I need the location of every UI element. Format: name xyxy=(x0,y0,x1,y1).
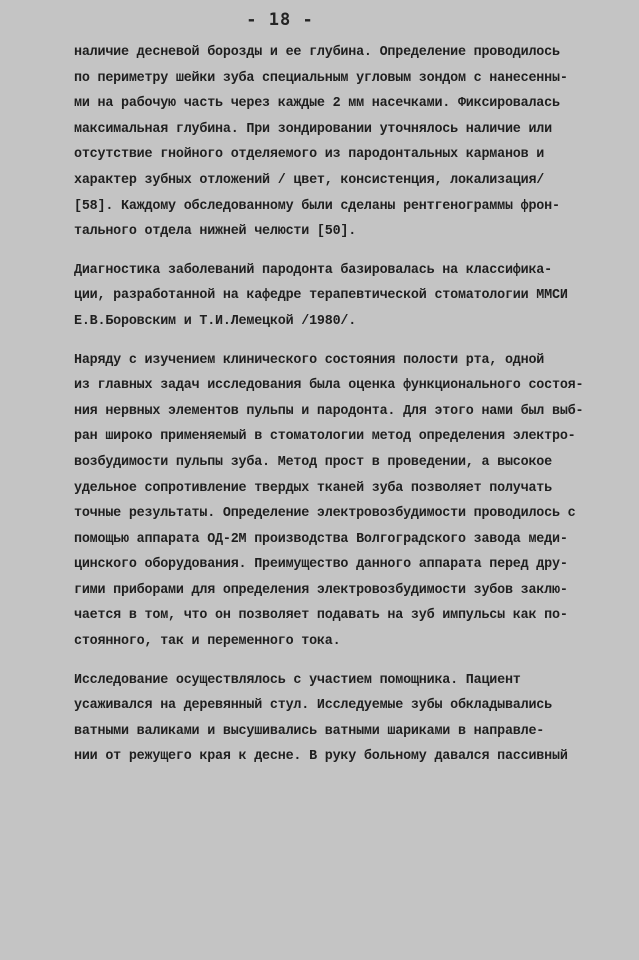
text-line: Наряду с изучением клинического состояния полости рта, одной xyxy=(74,352,545,368)
text-line: максимальная глубина. При зондировании уточнялось наличие или xyxy=(74,121,552,137)
text-line: помощью аппарата ОД-2М производства Волгоградского завода меди- xyxy=(74,531,568,547)
text-line: тального отдела нижней челюсти [50]. xyxy=(74,224,357,240)
text-line: ции, разработанной на кафедре терапевтической стоматологии ММСИ xyxy=(74,288,568,304)
text-line: [58]. Каждому обследованному были сделаны рентгенограммы фрон- xyxy=(74,198,560,214)
text-line: отсутствие гнойного отделяемого из пародонтальных карманов и xyxy=(74,147,545,163)
text-line: нии от режущего края к десне. В руку больному давался пассивный xyxy=(74,749,568,765)
paragraph-2 xyxy=(74,258,594,335)
text-line: удельное сопротивление твердых тканей зуба позволяет получать xyxy=(74,480,552,496)
text-line: усаживался на деревянный стул. Исследуемые зубы обкладывались xyxy=(74,698,552,714)
text-line: точные результаты. Определение электровозбудимости проводилось с xyxy=(74,506,576,522)
paragraph-3 xyxy=(74,348,594,655)
text-line: Диагностика заболеваний пародонта базировалась на классифика- xyxy=(74,262,552,278)
text-line: Исследование осуществлялось с участием помощника. Пациент xyxy=(74,672,521,688)
text-line: гими приборами для определения электровозбудимости зубов заклю- xyxy=(74,582,568,598)
text-line: стоянного, так и переменного тока. xyxy=(74,634,341,650)
text-line: ми на рабочую часть через каждые 2 мм насечками. Фиксировалась xyxy=(74,96,560,112)
paragraph-4 xyxy=(74,668,594,770)
text-line: ния нервных элементов пульпы и пародонта. Для этого нами был выб- xyxy=(74,403,584,419)
paragraph-1 xyxy=(74,40,594,245)
text-line: ран широко применяемый в стоматологии метод определения электро- xyxy=(74,429,576,445)
text-line: наличие десневой борозды и ее глубина. Определение проводилось xyxy=(74,45,560,60)
text-line: Е.В.Боровским и Т.И.Лемецкой /1980/. xyxy=(74,313,357,329)
text-line: ватными валиками и высушивались ватными шариками в направле- xyxy=(74,723,545,739)
text-line: из главных задач исследования была оценка функционального состоя- xyxy=(74,378,584,394)
text-line: по периметру шейки зуба специальным угловым зондом с нанесенны- xyxy=(74,70,568,86)
body-text xyxy=(74,40,594,783)
text-line: цинского оборудования. Преимущество данного аппарата перед дру- xyxy=(74,557,568,573)
text-line: возбудимости пульпы зуба. Метод прост в проведении, а высокое xyxy=(74,454,552,470)
page-number: - 18 - xyxy=(246,10,314,30)
text-line: чается в том, что он позволяет подавать на зуб импульсы как по- xyxy=(74,608,568,624)
text-line: характер зубных отложений / цвет, консистенция, локализация/ xyxy=(74,172,545,188)
